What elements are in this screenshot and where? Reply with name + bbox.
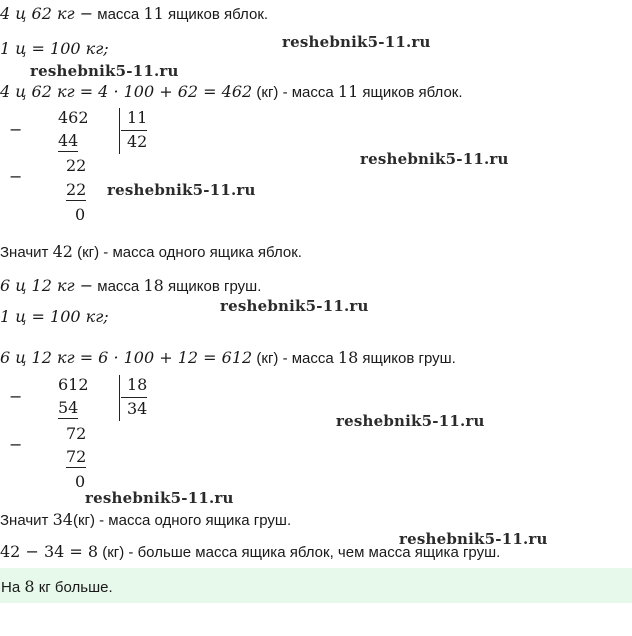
apples-calc-line <box>0 82 463 103</box>
conclusion-value: 34 <box>52 510 73 529</box>
watermark: reshebnik5-11.ru <box>336 412 485 430</box>
quotient: 34 <box>127 399 148 418</box>
pears-calc-tail2: ящиков груш. <box>358 350 456 367</box>
pears-given-tail: ящиков груш. <box>163 278 262 295</box>
conclusion-tail: (кг) - масса одного ящика груш. <box>72 512 292 529</box>
remainder: 0 <box>75 472 86 491</box>
conclusion-pre: Значит <box>0 244 53 261</box>
division-bar <box>119 375 120 421</box>
remainder: 0 <box>75 205 86 224</box>
pears-calc-line <box>0 348 456 369</box>
minus-sign: − <box>9 387 23 406</box>
watermark: reshebnik5-11.ru <box>399 530 548 548</box>
subtrahend: 44 <box>58 131 79 150</box>
dividend: 612 <box>58 375 89 394</box>
answer-pre: На <box>1 579 25 596</box>
dividend: 462 <box>58 108 89 127</box>
conclusion-value: 42 <box>52 242 73 261</box>
pears-conversion <box>0 307 109 328</box>
watermark: reshebnik5-11.ru <box>220 297 369 315</box>
pears-calc-tail: (кг) - масса <box>252 350 338 367</box>
divisor: 11 <box>127 108 148 127</box>
answer-line <box>1 577 113 598</box>
apples-conversion <box>0 39 109 60</box>
watermark: reshebnik5-11.ru <box>85 489 234 507</box>
quotient: 42 <box>127 132 148 151</box>
apples-given-line <box>0 4 268 25</box>
pears-given-math: 6 ц 12 кг − <box>0 276 94 295</box>
subtrahend: 54 <box>58 398 79 417</box>
watermark: reshebnik5-11.ru <box>360 150 509 168</box>
difference-tail: (кг) - больше масса ящика яблок, чем масса ящика груш. <box>98 544 501 561</box>
division-bar <box>119 108 120 154</box>
apples-conclusion <box>0 242 302 263</box>
difference-math: 42 − 34 = 8 <box>0 542 99 561</box>
apples-given-text: масса <box>93 6 144 23</box>
watermark: reshebnik5-11.ru <box>282 33 431 51</box>
apples-conversion-math: 1 ц = 100 кг; <box>0 39 109 58</box>
remainder-step: 72 <box>66 424 87 443</box>
divisor-underline <box>121 130 147 131</box>
watermark: reshebnik5-11.ru <box>30 62 179 80</box>
pears-conversion-math: 1 ц = 100 кг; <box>0 307 109 326</box>
divisor-underline <box>121 397 147 398</box>
conclusion-pre: Значит <box>0 512 53 529</box>
apples-given-math: 4 ц 62 кг − <box>0 4 94 23</box>
apples-calc-count: 11 <box>337 82 359 101</box>
answer-value: 8 <box>24 577 35 596</box>
minus-sign: − <box>9 167 23 186</box>
remainder-step: 22 <box>66 156 87 175</box>
apples-calc-tail: (кг) - масса <box>252 84 338 101</box>
conclusion-tail: (кг) - масса одного ящика яблок. <box>72 244 302 261</box>
difference-line <box>0 542 500 563</box>
apples-calc-math: 4 ц 62 кг = 4 · 100 + 62 = 462 <box>0 82 253 101</box>
apples-given-tail: ящиков яблок. <box>163 6 269 23</box>
answer-tail: кг больше. <box>34 579 113 596</box>
divisor: 18 <box>127 375 148 394</box>
subtrahend: 22 <box>66 180 87 199</box>
minus-sign: − <box>9 120 23 139</box>
minus-sign: − <box>9 435 23 454</box>
watermark: reshebnik5-11.ru <box>107 181 256 199</box>
apples-calc-tail2: ящиков яблок. <box>358 84 463 101</box>
apples-box-count: 11 <box>143 4 164 23</box>
pears-calc-math: 6 ц 12 кг = 6 · 100 + 12 = 612 <box>0 348 253 367</box>
subtrahend: 72 <box>66 447 87 466</box>
pears-conclusion <box>0 510 291 531</box>
pears-calc-count: 18 <box>337 348 359 367</box>
pears-box-count: 18 <box>143 276 164 295</box>
pears-given-text: масса <box>93 278 144 295</box>
pears-given-line <box>0 276 261 297</box>
